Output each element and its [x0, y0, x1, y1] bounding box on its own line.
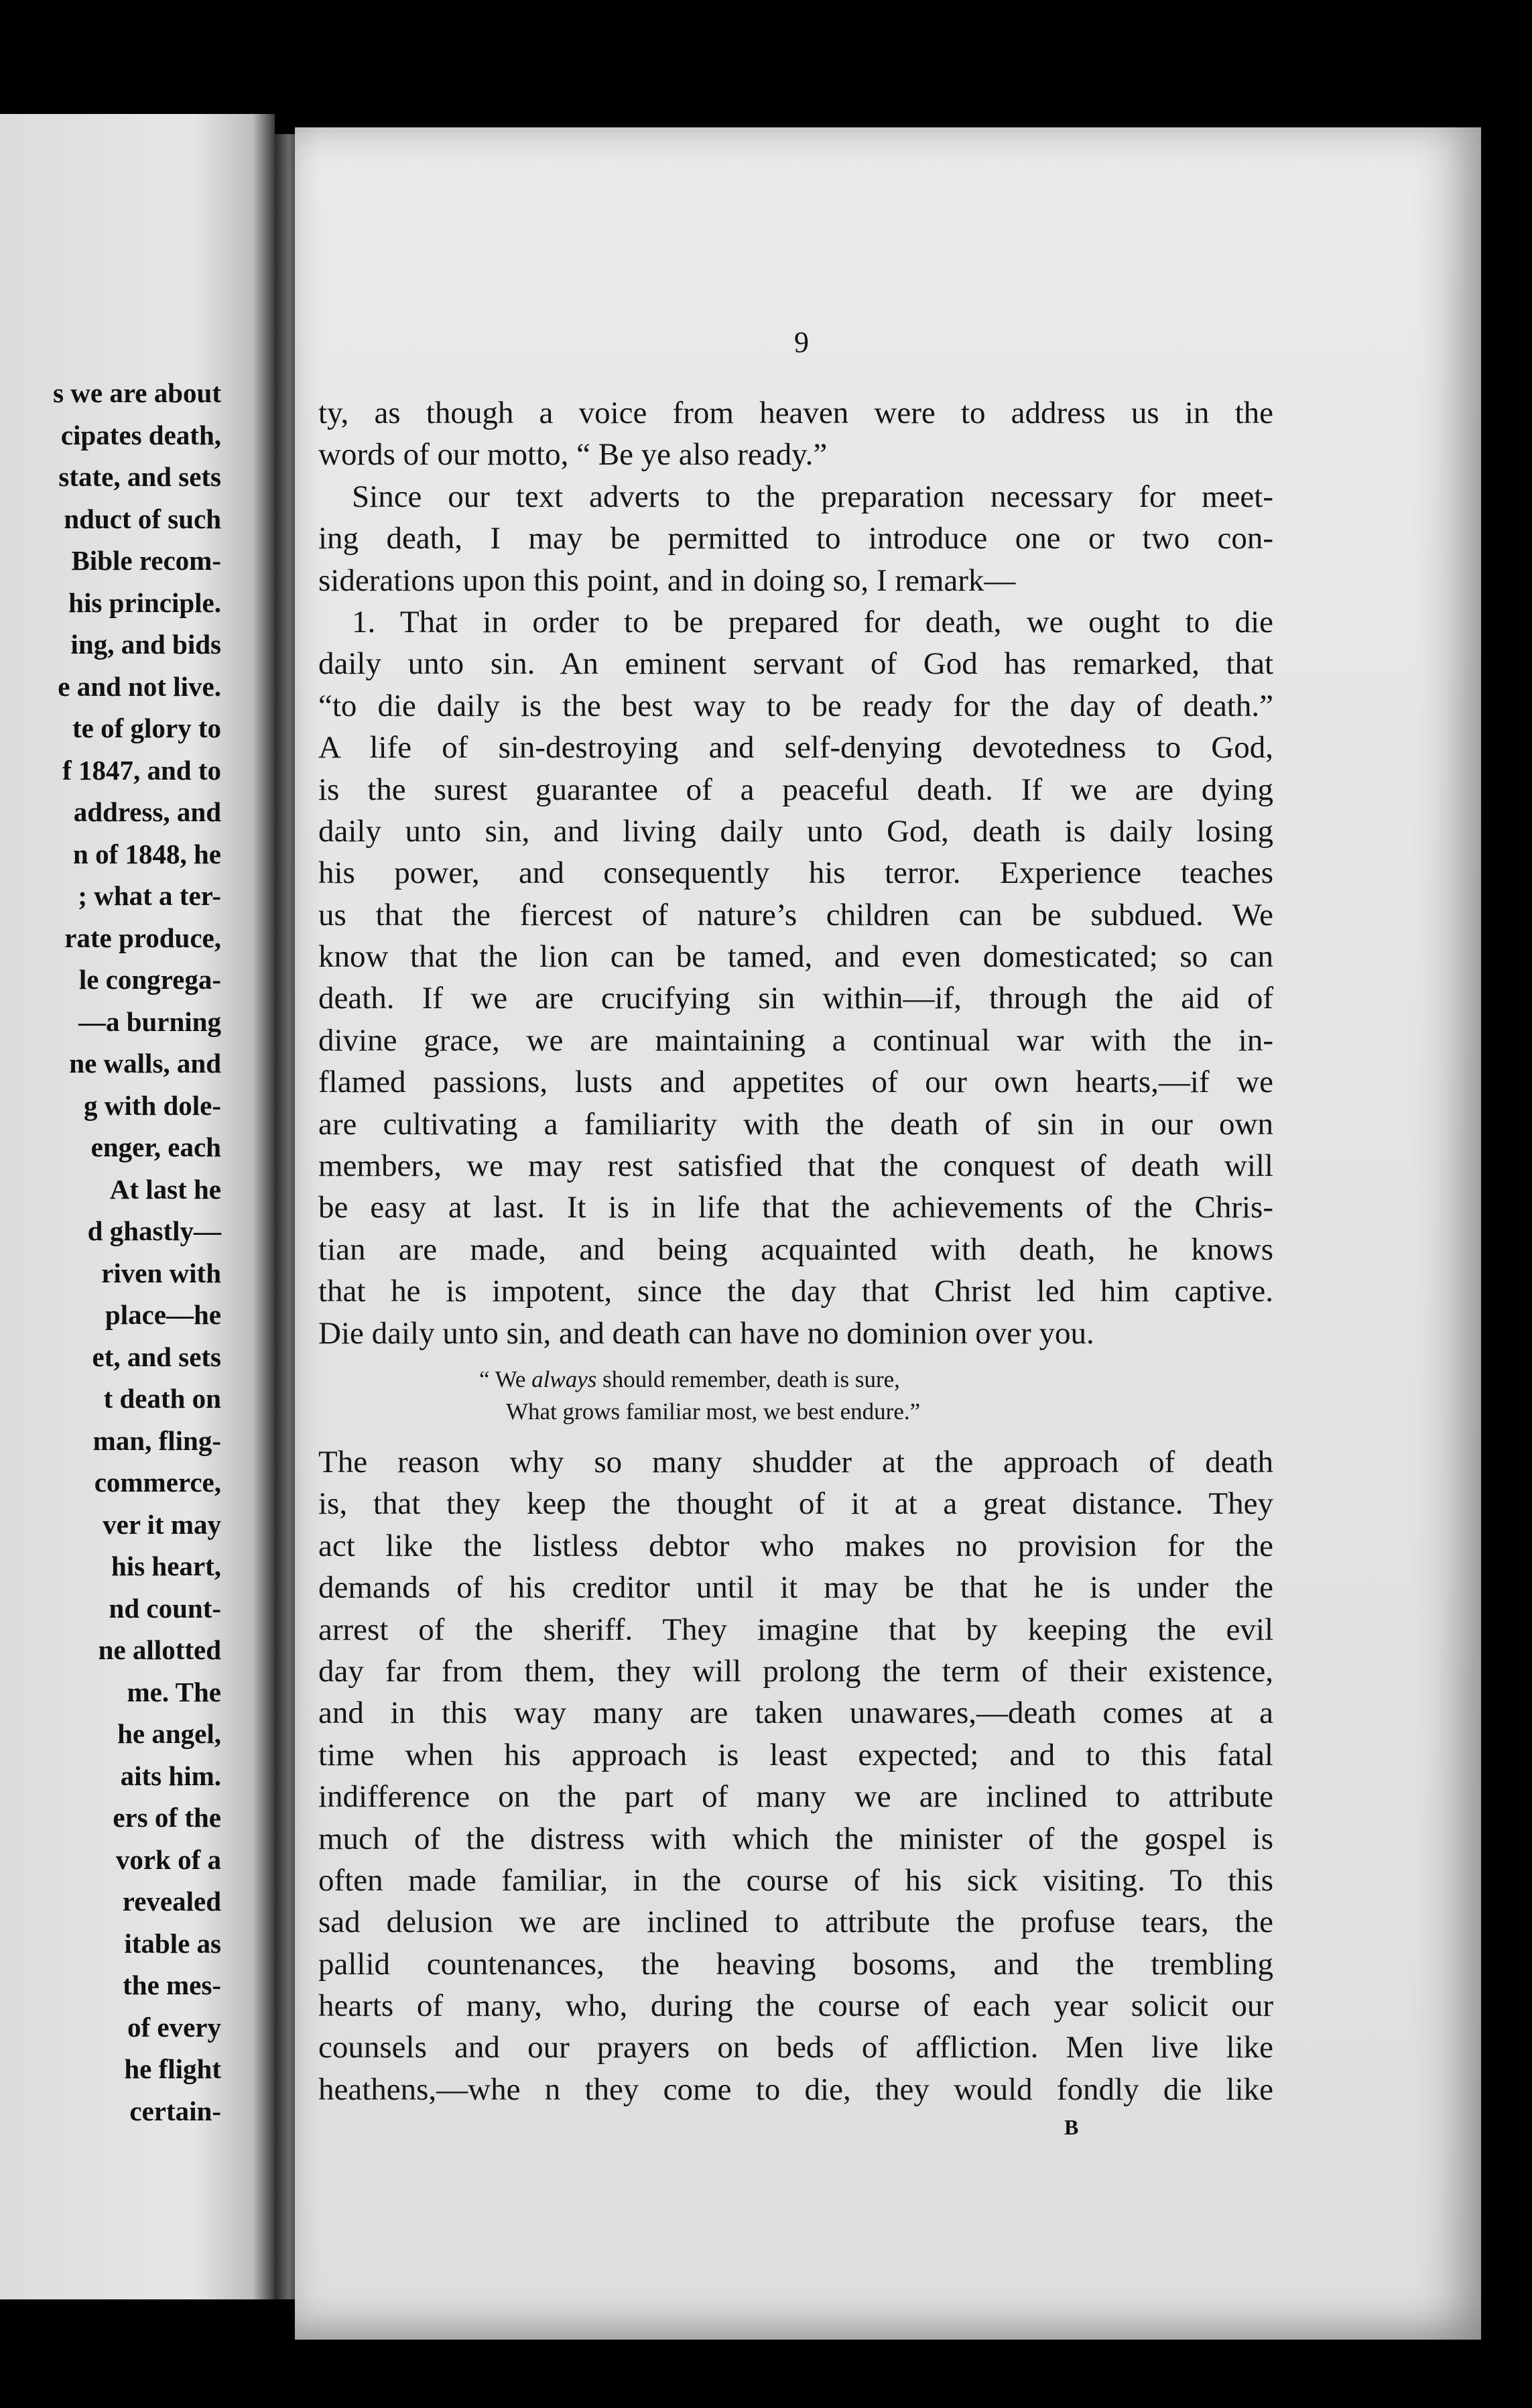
left-page-text — [0, 372, 221, 2132]
text-line: death. If we are crucifying sin within—if, through the aid of — [318, 981, 1273, 1016]
left-page-line: te of glory to — [72, 713, 221, 743]
left-page-line: commerce, — [94, 1467, 221, 1498]
left-page-line: me. The — [127, 1676, 221, 1707]
text-line: ty, as though a voice from heaven were to address us in the — [318, 396, 1273, 430]
text-line: heathens,—whe n they come to die, they would fondly die like — [318, 2071, 1273, 2107]
left-page-line: rate produce, — [64, 922, 221, 953]
text-line: tian are made, and being acquainted with death, he knows — [318, 1231, 1273, 1267]
emphasis-always: always — [531, 1366, 597, 1392]
left-page-line: nd count- — [109, 1592, 221, 1624]
paragraph-1 — [318, 392, 1273, 476]
poem-line-2: What grows familiar most, we best endure.” — [506, 1398, 921, 1425]
text-line: siderations upon this point, and in doing so, I remark— — [318, 562, 1016, 598]
left-page-line: state, and sets — [58, 461, 221, 492]
text-line: The reason why so many shudder at the approach of death — [318, 1444, 1273, 1480]
signature-mark: B — [1064, 2115, 1079, 2139]
text-line: demands of his creditor until it may be that he is under the — [318, 1570, 1273, 1606]
left-page-line: ver it may — [103, 1508, 221, 1540]
text-line: know that the lion can be tamed, and even domesticated; so can — [318, 939, 1273, 975]
left-page-line: t death on — [103, 1383, 221, 1414]
left-page-line: address, and — [73, 796, 221, 827]
left-page-line: the mes- — [123, 1970, 221, 2000]
text-line: is the surest guarantee of a peaceful death. If we are dying — [318, 772, 1273, 807]
left-page-line: his principle. — [68, 587, 221, 618]
text-line: ing death, I may be permitted to introduce one or two con- — [318, 521, 1273, 556]
left-page-line: nduct of such — [64, 503, 221, 534]
left-page-line: ; what a ter- — [78, 880, 221, 911]
paragraph-2 — [318, 476, 1273, 601]
paragraph-4 — [318, 1441, 1273, 2110]
text-line: counsels and our prayers on beds of affliction. Men live like — [318, 2030, 1273, 2065]
left-page-line: —a burning — [78, 1006, 221, 1037]
left-page-line: d ghastly— — [87, 1215, 221, 1246]
left-page-line: et, and sets — [92, 1341, 221, 1372]
left-page-line: place—he — [105, 1299, 221, 1330]
text-line: time when his approach is least expected; and to this fatal — [318, 1737, 1273, 1772]
left-page-line: riven with — [101, 1257, 221, 1288]
text-line: words of our motto, “ Be ye also ready.” — [318, 437, 828, 473]
text-line: flamed passions, lusts and appetites of our own hearts,—if we — [318, 1065, 1273, 1100]
text-line: hearts of many, who, during the course of each year solicit our — [318, 1988, 1273, 2024]
left-page-line: certain- — [129, 2095, 221, 2126]
text-line: Die daily unto sin, and death can have no dominion over you. — [318, 1315, 1094, 1351]
left-page-line: aits him. — [120, 1760, 221, 1791]
page-number: 9 — [794, 326, 809, 359]
left-page-line: ne allotted — [98, 1634, 221, 1665]
text-line: often made familiar, in the course of his sick visiting. To this — [318, 1862, 1273, 1898]
text-line: arrest of the sheriff. They imagine that by keeping the evil — [318, 1612, 1273, 1647]
text-line: daily unto sin. An eminent servant of God has remarked, that — [318, 646, 1273, 682]
text-line: day far from them, they will prolong the term of their existence, — [318, 1653, 1273, 1689]
left-page-line: of every — [127, 2011, 221, 2043]
left-page-line: cipates death, — [60, 419, 221, 450]
left-page-line: le congrega- — [78, 964, 221, 995]
left-page-line: he angel, — [117, 1718, 221, 1749]
left-page-line: n of 1848, he — [73, 838, 221, 869]
text-line: “to die daily is the best way to be ready for the day of death.” — [318, 688, 1273, 723]
left-page-line: man, fling- — [92, 1425, 221, 1456]
body-text — [318, 392, 1273, 2110]
text-line: much of the distress with which the minister of the gospel is — [318, 1821, 1273, 1856]
text-line: members, we may rest satisfied that the conquest of death will — [318, 1148, 1273, 1184]
left-page-line: At last he — [109, 1173, 221, 1205]
left-page-line: enger, each — [90, 1132, 221, 1162]
text-line: be easy at last. It is in life that the achievements of the Chris- — [318, 1190, 1273, 1225]
text-line: A life of sin-destroying and self-denying devotedness to God, — [318, 730, 1273, 766]
left-facing-page — [0, 114, 275, 2299]
left-page-line: s we are about — [53, 377, 221, 408]
left-page-line: f 1847, and to — [62, 754, 221, 786]
text-line: and in this way many are taken unawares,—death comes at a — [318, 1695, 1273, 1731]
poem-line-1: “ We always should remember, death is sure, — [479, 1366, 900, 1392]
poem-quote — [318, 1364, 1273, 1428]
left-page-line: vork of a — [115, 1844, 221, 1875]
left-page-line: revealed — [122, 1886, 221, 1917]
left-page-line: ing, and bids — [70, 629, 221, 660]
text-line: are cultivating a familiarity with the death of sin in our own — [318, 1106, 1273, 1142]
text-line: his power, and consequently his terror. Experience teaches — [318, 855, 1273, 891]
text-line: divine grace, we are maintaining a continual war with the in- — [318, 1022, 1273, 1058]
paragraph-3 — [318, 601, 1273, 1354]
text-line: pallid countenances, the heaving bosoms, and the trembling — [318, 1946, 1273, 1982]
left-page-line: he flight — [124, 2053, 221, 2084]
text-line: 1. That in order to be prepared for death, we ought to die — [352, 604, 1273, 640]
left-page-line: Bible recom- — [71, 545, 221, 576]
text-line: that he is impotent, since the day that Christ led him captive. — [318, 1274, 1273, 1309]
left-page-line: ers of the — [113, 1802, 221, 1833]
text-line: act like the listless debtor who makes no provision for the — [318, 1528, 1273, 1563]
left-page-line: his heart, — [111, 1551, 221, 1581]
left-page-line: ne walls, and — [69, 1048, 221, 1079]
text-line: is, that they keep the thought of it at a great distance. They — [318, 1486, 1273, 1522]
text-line: us that the fiercest of nature’s children can be subdued. We — [318, 897, 1273, 932]
text-line: indifference on the part of many we are inclined to attribute — [318, 1779, 1273, 1815]
left-page-line: itable as — [124, 1927, 221, 1959]
left-page-line: e and not live. — [58, 670, 221, 702]
text-line: sad delusion we are inclined to attribute the profuse tears, the — [318, 1905, 1273, 1940]
text-line: Since our text adverts to the preparation necessary for meet- — [352, 479, 1273, 514]
left-page-line: g with dole- — [84, 1089, 221, 1121]
text-line: daily unto sin, and living daily unto God, death is daily losing — [318, 813, 1273, 849]
